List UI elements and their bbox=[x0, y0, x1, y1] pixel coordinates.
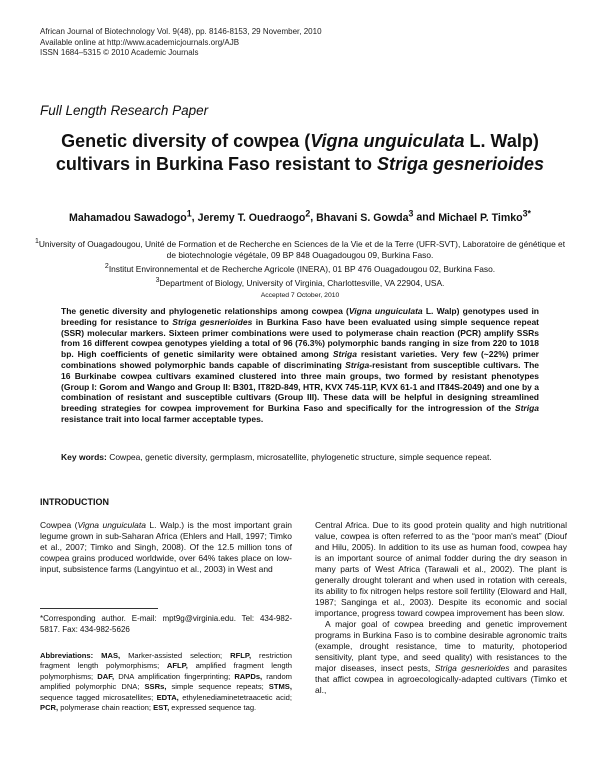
footnote-divider bbox=[40, 608, 158, 609]
title-species: Vigna unguiculata bbox=[310, 131, 465, 151]
affiliation-3: $^3$Department of Biology, University of Virginia, Charlottesville, VA 22904, USA. bbox=[155, 276, 445, 288]
author-list: Mahamadou Sawadogo$^1$, Jeremy T. Ouedraogo$^2$, Bhavani S. Gowda$^3$ and Michael P. Timko$^{3*}$ bbox=[69, 208, 531, 224]
author: Michael P. Timko$^{3*}$ bbox=[438, 208, 531, 224]
author: Jeremy T. Ouedraogo$^2$ bbox=[197, 208, 311, 224]
journal-url: Available online at http://www.academicjournals.org/AJB bbox=[40, 37, 240, 47]
affiliation-2: $^2$Institut Environnemental et de Recherche Agricole (INERA), 01 BP 476 Ouagadougou 02, Burkina Faso. bbox=[104, 262, 496, 274]
keywords-text: Cowpea, genetic diversity, germplasm, microsatellite, phylogenetic structure, simple sequence repeat. bbox=[106, 452, 492, 462]
abstract: The genetic diversity and phylogenetic relationships among cowpea (Vigna unguiculata L. Walp) genotypes used in breeding for resistance to Striga gesnerioides in Burkina Faso have been evaluated using simple sequence repeat (SSR) molecular markers. Sixteen primer combinations were used to polymerase chain reaction (PCR) amplify SSRs from 16 different cowpea genotypes yielding a total of 96 (76.3%) polymorphic bands ranging in size from 220 to 1018 bp. High coefficients of genetic similarity were obtained among Striga resistant varieties. Very few (~22%) primer combinations showed polymorphic bands capable of discriminating Striga-resistant from susceptible cultivars. The 16 Burkinabe cowpea cultivars examined clustered into three main groups, two formed by resistant phenotypes (Group I: Gorom and Wango and Group II: B301, IT82D-849, HTR, KVX 745-11P, KVX 61-1 and IT84S-2049) and one by a combination of resistant and susceptible cultivars (Group III). These data will be helpful in designing streamlined breeding strategies for cowpea improvement for Burkina Faso and specifically for the introgression of the Striga resistance trait into local farmer acceptable types. bbox=[61, 306, 540, 424]
corresponding-author: *Corresponding author. E-mail: mpt9g@virginia.edu. Tel: 434-982-5817. Fax: 434-982-5626 bbox=[40, 614, 292, 634]
title-part-1: Genetic diversity of cowpea ( bbox=[61, 131, 311, 151]
intro-right-column bbox=[315, 520, 567, 696]
paper-type: Full Length Research Paper bbox=[40, 103, 209, 118]
abbreviations: Abbreviations: MAS, Marker-assisted selection; RFLP, restriction fragment length polymorphisms; AFLP, amplified fragment length polymorphisms; DAF, DNA amplification fingerprinting; RAPDs, random amplified polymorphic DNA; SSRs, simple sequence repeats; STMS, sequence tagged microsatellites; EDTA, ethylenediaminetetraacetic acid; PCR, polymerase chain reaction; EST, expressed sequence tag. bbox=[40, 651, 293, 713]
author: Bhavani S. Gowda$^3$ bbox=[316, 208, 414, 224]
keywords bbox=[61, 452, 539, 463]
author: Mahamadou Sawadogo$^1$ bbox=[69, 208, 192, 224]
title-parasite: Striga gesnerioides bbox=[377, 153, 545, 174]
keywords-label: Key words: bbox=[61, 452, 107, 462]
intro-paragraph: A major goal of cowpea breeding and genetic improvement programs in Burkina Faso is to combine desirable agronomic traits (example, drought resistance, time to maturity, photoperiod sensitivity, plant type, and seed quality) with resistances to the major diseases, insect pests, Striga gesnerioides and parasites that affict cowpea in agroecologically-adapted cultivars (Timko et al., bbox=[315, 619, 567, 695]
journal-header bbox=[40, 27, 322, 59]
accepted-date: Accepted 7 October, 2010 bbox=[260, 292, 340, 299]
intro-paragraph: Central Africa. Due to its good protein quality and high nutritional value, cowpea is often referred to as the “poor man's meat” (Diouf and Hilu, 2005). In addition to its use as human food, cowpea hay is an important source of animal fodder during the dry season in many parts of West Africa (Tarawali et al., 2002). The plant is generally drought tolerant and when used in rotation with cereals, its ability to fix nitrogen helps restore soil fertility (Eloward and Hall, 1987; Sanginga et al., 2003). Despite its economic and social importance, progress toward cowpea improvement has been slow. bbox=[315, 520, 567, 618]
paper-title bbox=[30, 130, 570, 175]
journal-issn: ISSN 1684–5315 © 2010 Academic Journals bbox=[40, 48, 199, 57]
title-part-2: L. Walp) cultivars in Burkina Faso resistant to bbox=[55, 131, 539, 174]
section-heading-introduction: INTRODUCTION bbox=[40, 497, 109, 507]
journal-citation: African Journal of Biotechnology Vol. 9(48), pp. 8146-8153, 29 November, 2010 bbox=[40, 27, 322, 36]
abbreviations-label: Abbreviations: bbox=[40, 651, 94, 660]
intro-left-column: Cowpea (Vigna unguiculata L. Walp.) is the most important grain legume grown in sub-Saharan Africa (Ehlers and Hall, 1997; Timko et al., 2007; Timko and Singh, 2008). Of the 12.5 million tons of cowpea grains produced worldwide, over 64% takes place on low-input, subsistence farms (Langyintuo et al., 2003) in West and bbox=[40, 520, 292, 574]
affiliation-1: $^1$University of Ouagadougou, Unité de Formation et de Recherche en Sciences de la Vie et de la Terre (UFR-SVT), Laboratoire de génétique et de biotechnologie végétale, 09 BP 848 Ouagadougou 09, Burkina Faso. bbox=[34, 238, 566, 260]
affiliations bbox=[30, 236, 570, 288]
